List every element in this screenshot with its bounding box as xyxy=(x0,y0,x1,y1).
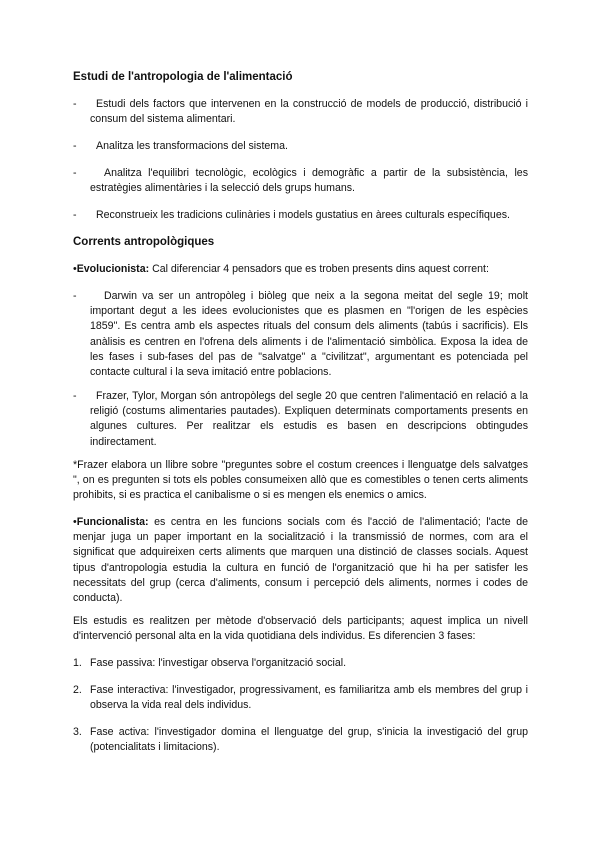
list-item xyxy=(73,97,528,127)
phase-number: 3. xyxy=(73,726,82,738)
phase-number: 2. xyxy=(73,684,82,696)
phase-item xyxy=(73,683,528,713)
section-title-anthropological-currents: Corrents antropològiques xyxy=(73,236,215,248)
phase-item xyxy=(73,656,528,671)
list-item xyxy=(73,389,528,450)
list-marker: - xyxy=(73,167,77,179)
list-item xyxy=(73,289,528,380)
list-item xyxy=(73,139,528,154)
list-item-text: Reconstrueix les tradicions culinàries i models gustatius en àrees culturals específiques. xyxy=(96,209,510,221)
evolutionist-intro xyxy=(73,262,528,277)
list-item-text: Estudi dels factors que intervenen en la construcció de models de producció, distribució i consum del sistema alimentari. xyxy=(90,98,528,126)
list-item-text: Darwin va ser un antropòleg i biòleg que neix a la segona meitat del segle 19; molt important degut a les idees evolucionistes que es plasmen en "l'origen de les espècies 1859". Es centra amb els aspectes rituals del consum dels aliments (tabús i sacrificis). Els anàlisis es centren en l'ofrena dels aliments i de l'alimentació simbòlica. Exposa la idea de les fases i sub-fases del pas de "salvatge" a "civilitzat", argumentant es potenciada pel contacte cultural i la seva imitació entre poblacions. xyxy=(90,290,528,379)
list-item-text: Analitza les transformacions del sistema. xyxy=(96,140,288,152)
functionalist-paragraph xyxy=(73,515,528,606)
evolutionist-label: Evolucionista: xyxy=(76,263,150,275)
functionalist-label: Funcionalista: xyxy=(76,516,149,528)
list-marker: - xyxy=(73,290,77,302)
functionalist-text: es centra en les funcions socials com és l'acció de l'alimentació; l'acte de menjar juga un paper important en la socialització i la transmissió de normes, com ara el significat que adquireixen certs aliments que marquen una distinció de classes socials. Aquest tipus d'antropologia estudia la cultura en funció de l'organització que hi ha per satisfer les necessitats del grup (cerca d'aliments, consum i percepció dels aliments, normes i codes de conducta). xyxy=(73,516,528,605)
list-item xyxy=(73,208,528,223)
list-item-text: Analitza l'equilibri tecnològic, ecològics i demogràfic a partir de la subsistència, les estratègies alimentàries i la selecció dels grups humans. xyxy=(90,167,528,195)
list-marker: - xyxy=(73,209,77,221)
phase-text: Fase activa: l'investigador domina el llenguatge del grup, s'inicia la investigació del grup (potencialitats i limitacions). xyxy=(90,726,528,754)
phase-text: Fase passiva: l'investigar observa l'organització social. xyxy=(90,657,347,669)
list-item xyxy=(73,166,528,196)
evolutionist-text: Cal diferenciar 4 pensadors que es troben presents dins aquest corrent: xyxy=(149,263,489,275)
phase-item xyxy=(73,725,528,755)
phase-text: Fase interactiva: l'investigador, progressivament, es familiaritza amb els membres del grup i observa la vida real dels individus. xyxy=(90,684,528,712)
method-paragraph: Els estudis es realitzen per mètode d'observació dels participants; aquest implica un nivell d'intervenció personal alta en la vida quotidiana dels individus. Es diferencien 3 fases: xyxy=(73,615,528,643)
bullet: • xyxy=(73,263,77,275)
phase-number: 1. xyxy=(73,657,82,669)
bullet: • xyxy=(73,516,77,528)
frazer-note: *Frazer elabora un llibre sobre "preguntes sobre el costum creences i llenguatge dels salvatges ", on es pregunten si tots els pobles consumeixen allò que es comestibles o tenen certs aliments prohibits, si es practica el canibalisme o si es mengen els enemics o amics. xyxy=(73,459,528,502)
list-item-text: Frazer, Tylor, Morgan són antropòlegs del segle 20 que centren l'alimentació en relació a la religió (costums alimentaries pautades). Expliquen determinats comportaments presents en algunes cultures. Per realitzar els estudis es basen en descripcions obtingudes indirectament. xyxy=(90,390,528,448)
list-marker: - xyxy=(73,140,77,152)
list-marker: - xyxy=(73,98,77,110)
section-title-food-anthropology: Estudi de l'antropologia de l'alimentació xyxy=(73,71,293,83)
list-marker: - xyxy=(73,390,77,402)
